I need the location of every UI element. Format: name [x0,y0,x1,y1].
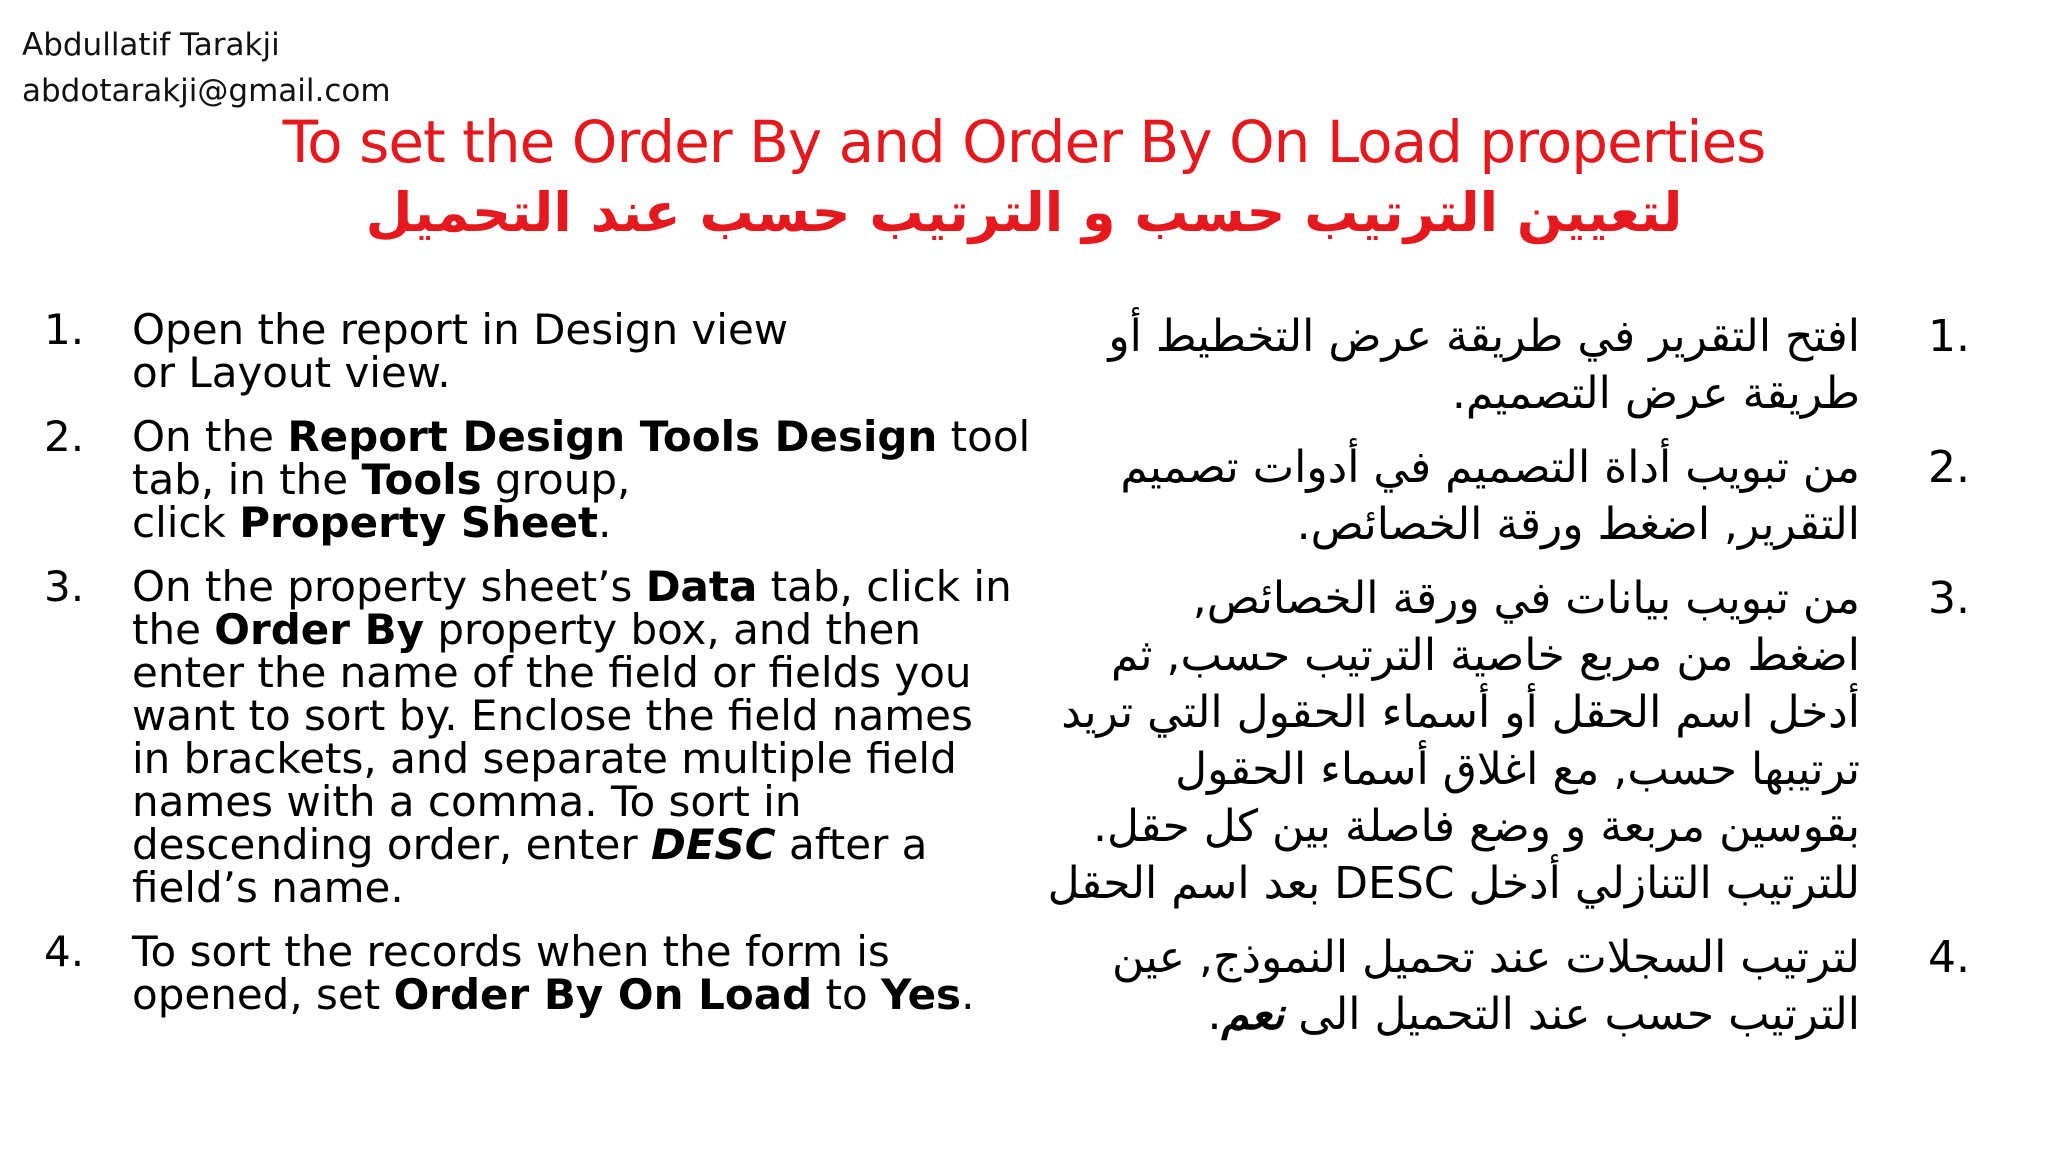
english-step-1 [44,305,1004,397]
english-step-text-line [132,562,1012,611]
english-step-text-line: Open the report in Design view [132,305,789,354]
title-arabic: لتعيين الترتيب حسب و الترتيب حسب عند التحميل [365,181,1683,244]
text-run: tab, in the [132,455,362,504]
bold-run: Data [645,562,758,611]
author-email: abdotarakji@gmail.com [22,73,391,109]
arabic-step-text-line: التقرير, اضغط ورقة الخصائص. [1296,499,1860,550]
arabic-step-number: 3. [1928,573,1970,624]
text-run: . [1207,989,1222,1040]
english-step-4 [44,927,1004,1019]
english-step-number: 1. [44,305,85,354]
arabic-step-text-line: من تبويب أداة التصميم في أدوات تصميم [1120,442,1860,493]
text-run: tab, click in [757,562,1012,611]
arabic-step-text-line: لترتيب السجلات عند تحميل النموذج, عين [1112,932,1860,983]
arabic-step-4 [998,929,1998,1043]
english-step-text-line: enter the name of the field or fields you [132,648,972,697]
arabic-step-3 [998,570,1998,912]
arabic-step-text-line: افتح التقرير في طريقة عرض التخطيط أو [1108,311,1860,362]
arabic-step-number: 1. [1928,311,1970,362]
english-step-text-line: want to sort by. Enclose the field names [132,691,973,740]
text-run: the [132,605,215,654]
english-step-text-line: names with a comma. To sort in [132,777,802,826]
arabic-step-number: 2. [1928,442,1970,493]
arabic-step-text-line: ترتيبها حسب, مع اغلاق أسماء الحقول [1175,744,1860,795]
text-run: descending order, enter [132,820,651,869]
bold-run: Order By [214,605,424,654]
text-run: click [132,498,240,547]
english-step-text-line [132,605,1004,654]
english-step-text-line: or Layout view. [132,348,451,397]
arabic-step-text-line: طريقة عرض التصميم. [1451,368,1860,419]
english-step-number: 3. [44,562,85,611]
arabic-step-text-line: أدخل اسم الحقل أو أسماء الحقول التي تريد [1061,687,1860,738]
english-steps-list [44,305,1031,1037]
english-step-text-line [132,820,1004,869]
bold-run: Tools [361,455,482,504]
english-step-number: 2. [44,412,85,461]
text-run: . [961,970,975,1019]
english-step-3 [44,562,1012,912]
arabic-step-text-line [998,986,1860,1043]
text-run: On the [132,412,288,461]
text-run: الترتيب حسب عند التحميل الى [1284,989,1860,1040]
english-step-number: 4. [44,927,85,976]
bold-run: Report Design Tools Design [287,412,938,461]
arabic-step-2 [998,439,1998,553]
bold-italic-run: نعم [1221,989,1285,1040]
text-run: group, [481,455,631,504]
text-run: to [812,970,882,1019]
arabic-step-text-line: اضغط من مربع خاصية الترتيب حسب, ثم [1111,630,1860,681]
title-english: To set the Order By and Order By On Load properties [282,108,1766,176]
text-run: opened, set [132,970,394,1019]
arabic-step-text-line: من تبويب بيانات في ورقة الخصائص, [1192,573,1860,624]
english-step-text-line [132,412,1031,461]
author-block [22,22,391,114]
english-step-text-line [132,498,1004,547]
bold-italic-run: DESC [650,820,776,869]
english-step-text-line: in brackets, and separate multiple field [132,734,957,783]
author-name: Abdullatif Tarakji [22,27,280,63]
english-step-text-line: field’s name. [132,863,404,912]
text-run: property box, and then [423,605,922,654]
bold-run: Yes [881,970,962,1019]
text-run: tool [937,412,1031,461]
text-run: On the property sheet’s [132,562,646,611]
text-run: after a [775,820,928,869]
english-step-text-line [132,970,1004,1019]
arabic-steps-list [998,308,1998,1060]
english-step-text-line: To sort the records when the form is [132,927,890,976]
bold-run: Property Sheet [239,498,599,547]
english-step-2 [44,412,1031,547]
arabic-step-number: 4. [1928,932,1970,983]
text-run: . [598,498,612,547]
arabic-step-text-line: للترتيب التنازلي أدخل DESC بعد اسم الحقل [1047,858,1860,909]
english-step-text-line [132,455,1004,504]
bold-run: Order By On Load [393,970,813,1019]
arabic-step-1 [998,308,1998,422]
arabic-step-text-line: بقوسين مربعة و وضع فاصلة بين كل حقل. [1093,801,1860,852]
